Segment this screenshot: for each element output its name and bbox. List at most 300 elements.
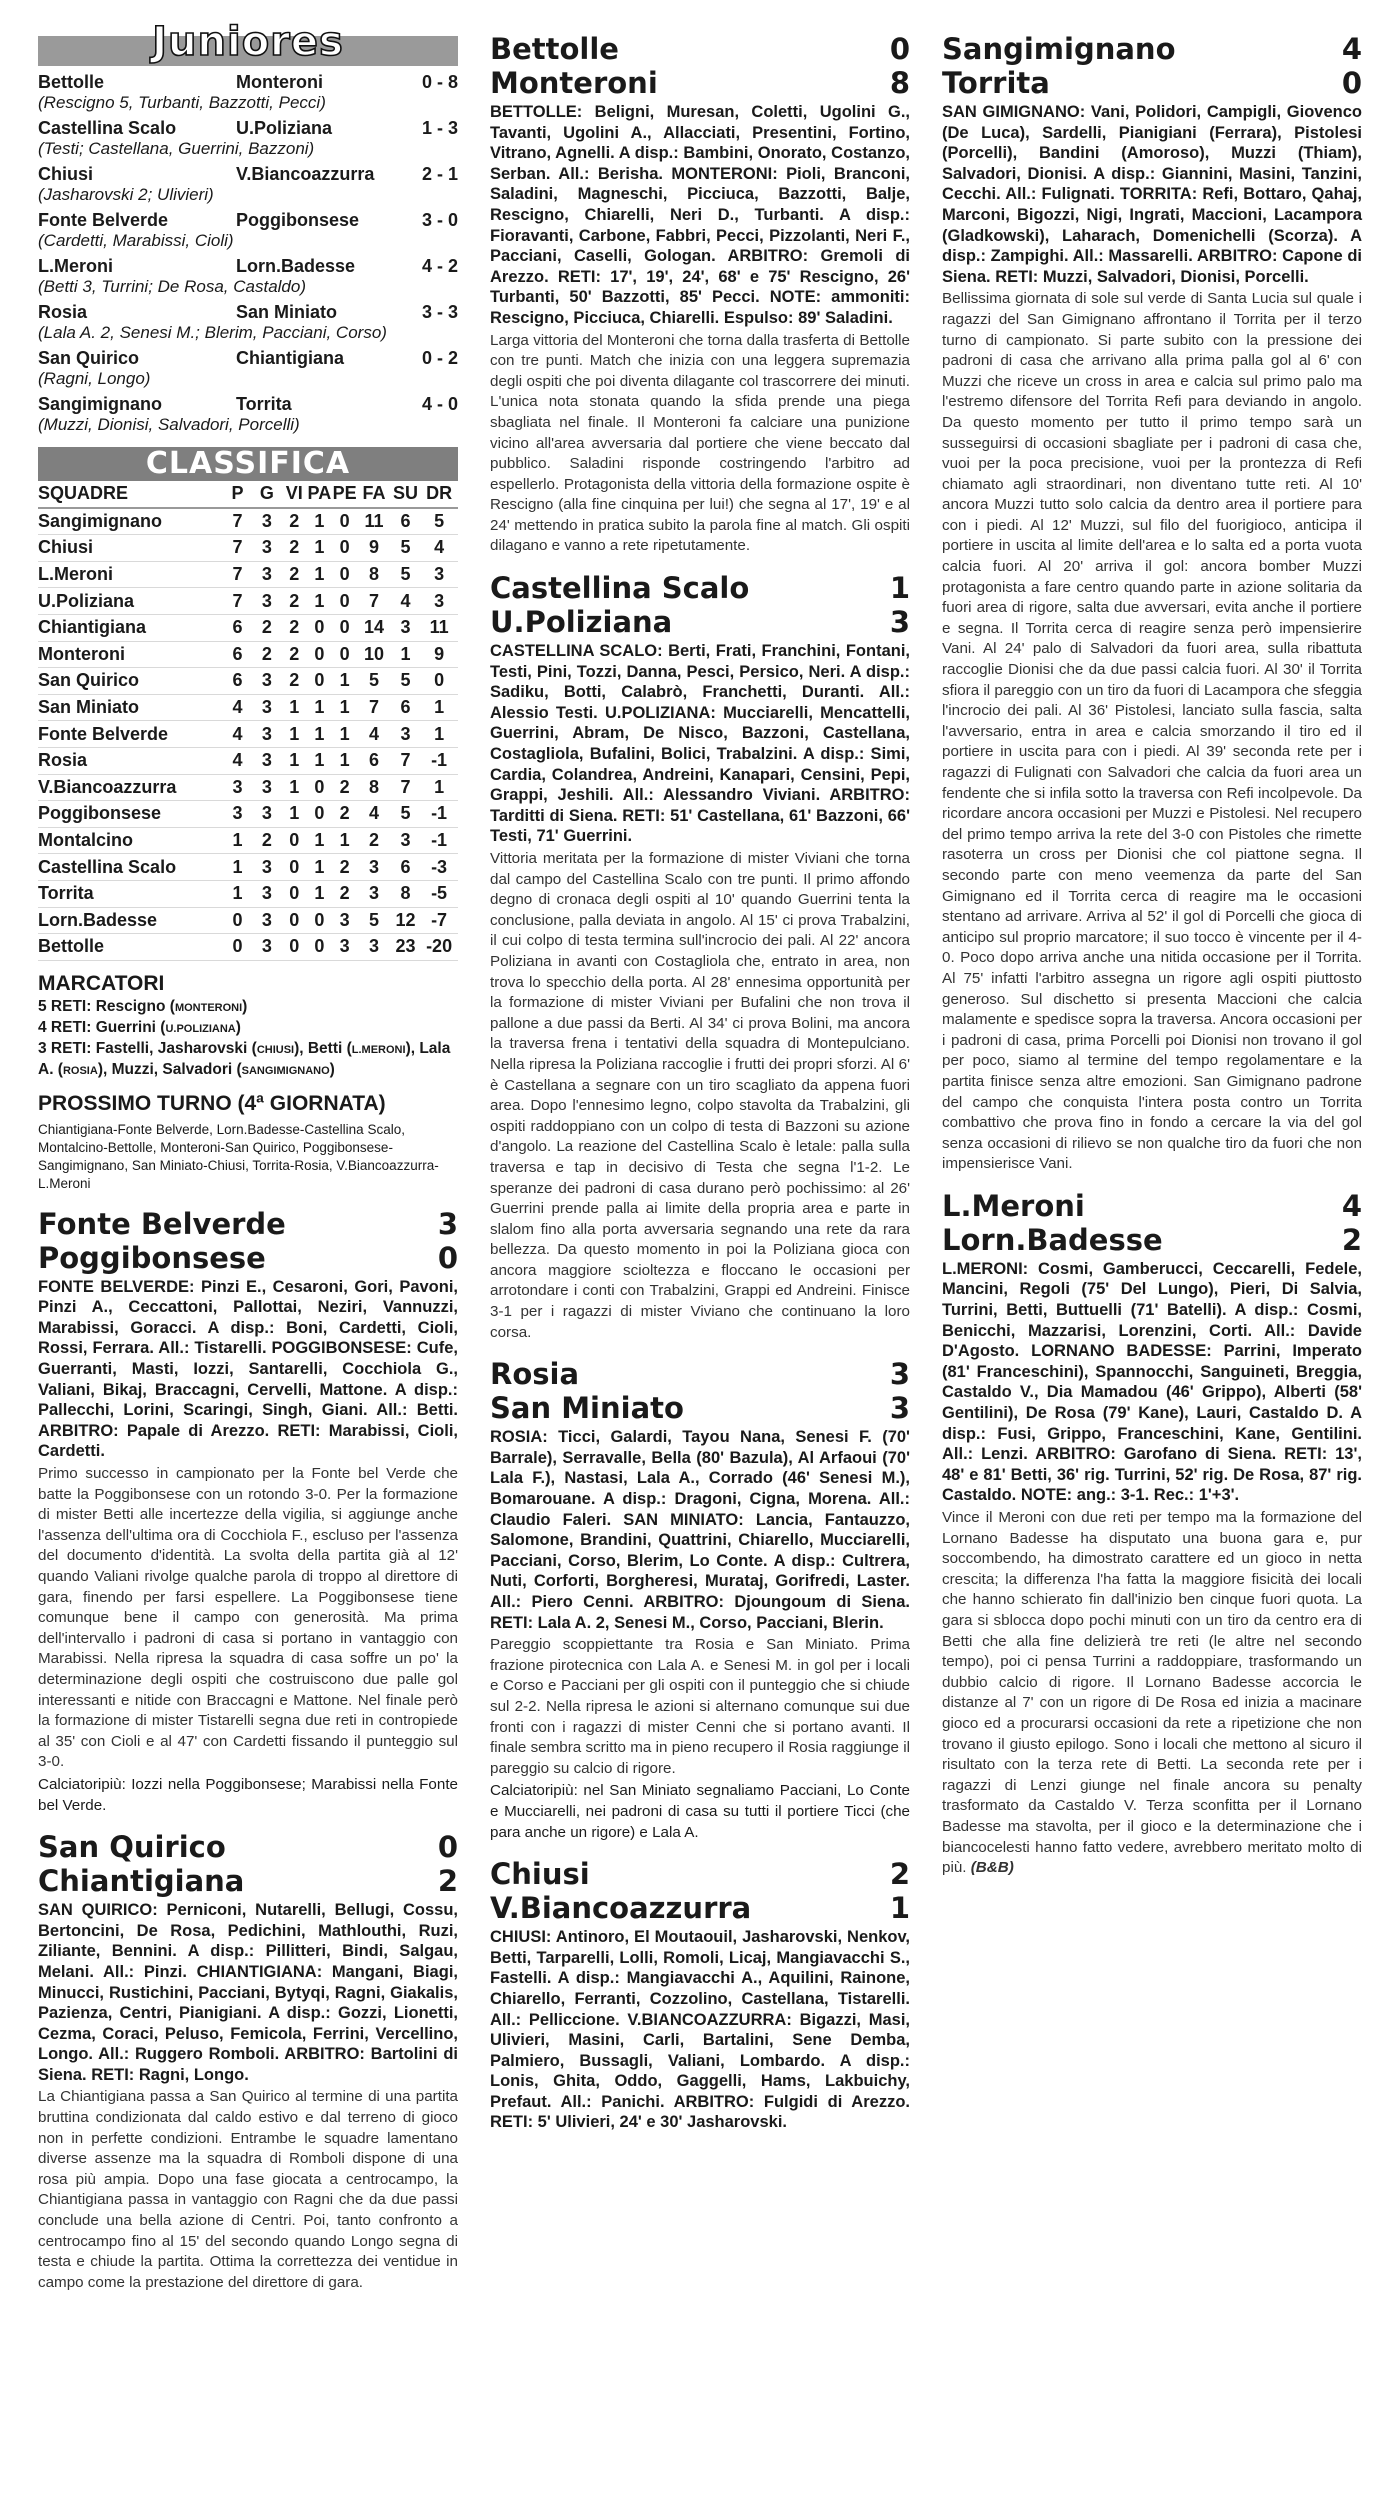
result-row	[38, 164, 458, 185]
stat-cell: 1	[307, 561, 332, 588]
away-team: Chiantigiana	[236, 348, 345, 368]
table-row	[38, 801, 458, 828]
team-name: Monteroni	[38, 641, 223, 668]
match-away-line	[490, 605, 910, 639]
stat-cell: 7	[391, 774, 420, 801]
stat-cell: 1	[332, 694, 357, 721]
home-score: 0	[889, 32, 910, 66]
stat-cell: 0	[307, 801, 332, 828]
classifica-title: CLASSIFICA	[38, 447, 458, 481]
header-cell: VI	[282, 481, 307, 508]
stat-cell: -5	[420, 880, 458, 907]
stat-cell: 1	[282, 721, 307, 748]
scorers-line: (Betti 3, Turrini; De Rosa, Castaldo)	[38, 277, 306, 296]
score: 3 - 0	[421, 210, 458, 230]
team-name: V.Biancoazzurra	[38, 774, 223, 801]
stat-cell: 2	[282, 561, 307, 588]
stat-cell: 3	[420, 561, 458, 588]
stat-cell: 3	[332, 934, 357, 961]
table-row	[38, 827, 458, 854]
stat-cell: 14	[357, 614, 391, 641]
table-row	[38, 668, 458, 695]
report-body: Primo successo in campionato per la Fonte bel Verde che batte la Poggibonsese con un rotondo 3-0. Per la formazione di mister Betti alle incertezze della vigilia, si aggiunge anche l'assenza dell'ultima ora di Cocchiola F., escluso per l'assenza del documento d'identità. La svolta della partita già al 12' quando Valiani rivolge qualche parola di troppo al direttore di gara, finendo per farsi espellere. La Poggibonsese tiene comunque bene il campo con generosità. Ma prima dell'intervallo i padroni di casa si portano in vantaggio con Marabissi. Nella ripresa la squadra di casa soffre un po' la determinazione degli ospiti che costruiscono due palle gol interessanti e nitide con Braccagni e Mattone. Nel finale però la formazione di mister Tistarelli segna due reti in contropiede al 35' con Cioli e al 47' con Cardetti fissando il punteggio sul 3-0.	[38, 1465, 458, 1771]
away-team: Poggibonsese	[236, 210, 360, 230]
stat-cell: 1	[332, 668, 357, 695]
scorers-line: (Rescigno 5, Turbanti, Bazzotti, Pecci)	[38, 93, 326, 112]
stat-cell: 4	[223, 721, 252, 748]
match-report	[38, 1830, 458, 2293]
home-score: 2	[889, 1857, 910, 1892]
stat-cell: 0	[307, 668, 332, 695]
team-name: Torrita	[38, 880, 223, 907]
match-away-line	[942, 66, 1362, 100]
result-row	[38, 394, 458, 415]
home-team: Rosia	[38, 302, 88, 322]
home-score: 0	[437, 1830, 458, 1865]
result-row	[38, 118, 458, 139]
stat-cell: 7	[357, 694, 391, 721]
team-name: Lorn.Badesse	[38, 907, 223, 934]
away-team: Chiantigiana	[38, 1864, 245, 1899]
stat-cell: 2	[332, 854, 357, 881]
stat-cell: 1	[223, 827, 252, 854]
score: 4 - 0	[421, 394, 458, 414]
match-report-text	[490, 1635, 910, 1779]
stat-cell: 1	[307, 694, 332, 721]
stat-cell: 8	[357, 561, 391, 588]
home-team: Sangimignano	[942, 32, 1176, 66]
match-away-line	[38, 1241, 458, 1275]
team-name: Chiusi	[38, 535, 223, 562]
away-score: 2	[1341, 1222, 1362, 1257]
match-report	[490, 1857, 910, 2133]
stat-cell: 3	[252, 535, 281, 562]
stat-cell: 0	[307, 641, 332, 668]
stat-cell: 8	[391, 880, 420, 907]
stat-cell: 9	[420, 641, 458, 668]
stat-cell: 0	[223, 907, 252, 934]
stat-cell: 2	[282, 641, 307, 668]
stat-cell: 2	[282, 588, 307, 615]
stat-cell: 5	[391, 801, 420, 828]
stat-cell: 1	[282, 747, 307, 774]
stat-cell: 5	[420, 508, 458, 535]
scorers-line: (Lala A. 2, Senesi M.; Blerim, Pacciani, Corso)	[38, 323, 387, 342]
match-report	[942, 32, 1362, 1175]
table-row	[38, 535, 458, 562]
stat-cell: 4	[357, 801, 391, 828]
lineups: SAN QUIRICO: Perniconi, Nutarelli, Bellugi, Cossu, Bertoncini, De Rosa, Pedichini, Mathlouthi, Ruzi, Ziliante, Bennini. A disp.: Pillitteri, Bindi, Salgau, Melani. All.: Pinzi. CHIANTIGIANA: Mangani, Biagi, Minucci, Rustichini, Pacciani, Bytyqi, Ragni, Giakalis, Pazienza, Centri, Pianigiani. A disp.: Gozzi, Lionetti, Cezma, Coraci, Peluso, Femicola, Ferrini, Vercellino, Longo. All.: Ruggero Romboli. ARBITRO: Bartolini di Siena. RETI: Ragni, Longo.	[38, 1901, 458, 2084]
match-home-line	[942, 32, 1362, 66]
match-home-line	[38, 1830, 458, 1864]
match-report	[490, 32, 910, 557]
score: 2 - 1	[421, 164, 458, 184]
byline: (B&B)	[970, 1859, 1014, 1877]
away-team: Poggibonsese	[38, 1240, 266, 1275]
stat-cell: 4	[420, 535, 458, 562]
stat-cell: -7	[420, 907, 458, 934]
home-team: Sangimignano	[38, 394, 163, 414]
results-list	[38, 72, 458, 435]
header-cell: G	[252, 481, 281, 508]
match-report	[38, 1207, 458, 1816]
stat-cell: 0	[332, 641, 357, 668]
header-cell: PA	[307, 481, 332, 508]
team-name: San Quirico	[38, 668, 223, 695]
stat-cell: 3	[252, 747, 281, 774]
away-score: 0	[437, 1240, 458, 1275]
team-name: San Miniato	[38, 694, 223, 721]
match-report-text	[942, 1508, 1362, 1879]
header-cell: DR	[420, 481, 458, 508]
stat-cell: 0	[307, 774, 332, 801]
stat-cell: 1	[332, 827, 357, 854]
home-score: 4	[1341, 1188, 1362, 1223]
result-row	[38, 348, 458, 369]
home-team: L.Meroni	[942, 1188, 1085, 1223]
scorer-text: 3 RETI: Fastelli, Jasharovski (	[38, 1039, 257, 1057]
lineups: BETTOLLE: Beligni, Muresan, Coletti, Ugolini G., Tavanti, Ugolini A., Allacciati, Presentini, Fortino, Vitrano, Agnelli. A disp.: Bambini, Onorato, Costanzo, Serban. All.: Berisha. MONTERONI: Pioli, Branconi, Saladini, Magneschi, Picciuca, Bazzotti, Balje, Rescigno, Chiarelli, Neri D., Turbanti. A disp.: Fioravanti, Carbone, Fabbri, Pecci, Pizzolanti, Neri F., Pacciani, Caselli, Gologan. ARBITRO: Gremoli di Arezzo. RETI: 17', 19', 24', 68' e 75' Rescigno, 26' Turbanti, 50' Bazzotti, 85' Pecci. NOTE: ammoniti: Rescigno, Picciuca, Chiarelli. Espulso: 89' Saladini.	[490, 103, 910, 327]
stat-cell: 6	[391, 854, 420, 881]
juniores-title: Juniores	[152, 19, 344, 65]
stat-cell: 0	[282, 934, 307, 961]
team-ref: U.POLIZIANA	[165, 1022, 236, 1035]
stat-cell: 6	[223, 668, 252, 695]
prossimo-turno-text: Chiantigiana-Fonte Belverde, Lorn.Badesse-Castellina Scalo, Montalcino-Bettolle, Monteroni-San Quirico, Poggibonsese-Sangimignano, San Miniato-Chiusi, Torrita-Rosia, V.Biancoazzurra-L.Meroni	[38, 1121, 439, 1191]
header-cell: PE	[332, 481, 357, 508]
away-team: Torrita	[236, 394, 292, 414]
match-reports-right	[942, 32, 1362, 1879]
scorer-text: )	[235, 1018, 241, 1036]
away-score: 3	[889, 605, 910, 640]
away-team: Torrita	[942, 66, 1050, 100]
home-team: Fonte Belverde	[38, 1206, 286, 1241]
stat-cell: 3	[252, 907, 281, 934]
stat-cell: 3	[252, 694, 281, 721]
stat-cell: 2	[282, 535, 307, 562]
stat-cell: 3	[391, 721, 420, 748]
stat-cell: 3	[357, 880, 391, 907]
stat-cell: 7	[223, 535, 252, 562]
stat-cell: 1	[332, 747, 357, 774]
column-right	[942, 18, 1362, 1879]
stat-cell: 23	[391, 934, 420, 961]
away-score: 3	[889, 1391, 910, 1426]
stat-cell: 2	[252, 641, 281, 668]
marcatori-title: MARCATORI	[38, 971, 165, 995]
table-row	[38, 934, 458, 961]
stat-cell: 3	[252, 854, 281, 881]
match-home-line	[38, 1207, 458, 1241]
scorer-text: 5 RETI: Rescigno (	[38, 997, 175, 1015]
stat-cell: 1	[307, 880, 332, 907]
match-report	[490, 571, 910, 1343]
team-name: Chiantigiana	[38, 614, 223, 641]
stat-cell: 3	[357, 854, 391, 881]
scorers-line: (Ragni, Longo)	[38, 369, 151, 388]
result-row	[38, 72, 458, 93]
marcatori-list	[38, 997, 458, 1081]
team-ref: ROSIA	[62, 1064, 98, 1077]
team-name: Castellina Scalo	[38, 854, 223, 881]
away-team: San Miniato	[236, 302, 338, 322]
scorer-text: 4 RETI: Guerrini (	[38, 1018, 166, 1036]
prossimo-turno-title: PROSSIMO TURNO (4ª GIORNATA)	[38, 1091, 386, 1115]
lineups: CHIUSI: Antinoro, El Moutaouil, Jasharovski, Nenkov, Betti, Tarparelli, Lolli, Romoli, Licaj, Mangiavacchi S., Fastelli. A disp.: Mangiavacchi A., Aquilini, Rainone, Chiarello, Ferranti, Cozzolino, Castellana, Tistarelli. All.: Pelliccione. V.BIANCOAZZURRA: Bigazzi, Masi, Ulivieri, Masini, Carli, Bartalini, Sene Demba, Palmiero, Bussagli, Valiani, Lombardo. A disp.: Lonis, Ghita, Oddo, Gaggelli, Hams, Lakbuichy, Prefaut. All.: Panichi. ARBITRO: Fulgidi di Arezzo. RETI: 5' Ulivieri, 24' e 30' Jasharovski.	[490, 1928, 910, 2132]
stat-cell: 5	[391, 668, 420, 695]
header-cell: SQUADRE	[38, 481, 223, 508]
away-score: 2	[437, 1864, 458, 1899]
away-team: U.Poliziana	[236, 118, 333, 138]
team-name: Montalcino	[38, 827, 223, 854]
home-team: Castellina Scalo	[38, 118, 177, 138]
stat-cell: 3	[252, 588, 281, 615]
home-team: Castellina Scalo	[490, 571, 750, 606]
stat-cell: 0	[420, 668, 458, 695]
stat-cell: 1	[391, 641, 420, 668]
match-home-line	[490, 32, 910, 66]
table-row	[38, 641, 458, 668]
stat-cell: 6	[391, 694, 420, 721]
away-team: Monteroni	[490, 66, 658, 100]
stat-cell: 2	[332, 774, 357, 801]
team-ref: CHIUSI	[256, 1043, 295, 1056]
away-score: 1	[889, 1891, 910, 1926]
match-notes: Calciatoripiù: Iozzi nella Poggibonsese; Marabissi nella Fonte bel Verde.	[38, 1775, 458, 1814]
stat-cell: 3	[252, 721, 281, 748]
result-row	[38, 302, 458, 323]
match-away-line	[490, 1391, 910, 1425]
stat-cell: 0	[307, 934, 332, 961]
stat-cell: 0	[332, 561, 357, 588]
stat-cell: 7	[223, 508, 252, 535]
stat-cell: 3	[391, 614, 420, 641]
stat-cell: 4	[223, 694, 252, 721]
standings-header-row	[38, 481, 458, 508]
score: 0 - 2	[421, 348, 458, 368]
stat-cell: 1	[282, 801, 307, 828]
team-ref: MONTERONI	[174, 1001, 243, 1014]
score: 0 - 8	[421, 72, 458, 92]
home-score: 4	[1341, 32, 1362, 66]
stat-cell: -20	[420, 934, 458, 961]
stat-cell: 3	[223, 801, 252, 828]
result-row	[38, 210, 458, 231]
stat-cell: 7	[223, 588, 252, 615]
column-left	[38, 18, 458, 2293]
table-row	[38, 747, 458, 774]
report-body: Pareggio scoppiettante tra Rosia e San Miniato. Prima frazione pirotecnica con Lala A. e Senesi M. in gol per i locali e Corso e Pacciani per gli ospiti con il punteggio che si chiude sul 2-2. Nella ripresa le azioni si alternano comunque sui due fronti con i ragazzi di mister Cenni che si portano avanti. Il finale sembra scritto ma in pieno recupero il Rosia raggiunge il pareggio su calcio di rigore.	[490, 1636, 910, 1777]
stat-cell: 0	[332, 535, 357, 562]
stat-cell: 3	[252, 774, 281, 801]
stat-cell: 2	[252, 614, 281, 641]
stat-cell: 1	[307, 854, 332, 881]
home-team: Fonte Belverde	[38, 210, 169, 230]
away-team: Lorn.Badesse	[236, 256, 356, 276]
stat-cell: 1	[420, 721, 458, 748]
score: 1 - 3	[421, 118, 458, 138]
stat-cell: 0	[282, 827, 307, 854]
stat-cell: 1	[307, 721, 332, 748]
scorer-text: ), Betti (	[294, 1039, 352, 1057]
stat-cell: 8	[357, 774, 391, 801]
match-reports-middle	[490, 32, 910, 2133]
stat-cell: 5	[391, 561, 420, 588]
stat-cell: 11	[420, 614, 458, 641]
table-row	[38, 694, 458, 721]
stat-cell: 2	[252, 827, 281, 854]
scorers-line: (Jasharovski 2; Ulivieri)	[38, 185, 214, 204]
stat-cell: 6	[391, 508, 420, 535]
stat-cell: 3	[391, 827, 420, 854]
home-score: 3	[889, 1357, 910, 1392]
stat-cell: 6	[223, 641, 252, 668]
stat-cell: 0	[307, 614, 332, 641]
stat-cell: 10	[357, 641, 391, 668]
stat-cell: 2	[282, 614, 307, 641]
match-report-text	[38, 1464, 458, 1773]
table-row	[38, 561, 458, 588]
report-body: Vittoria meritata per la formazione di mister Viviani che torna dal campo del Castellina Scalo con tre punti. Il primo affondo degno di cronaca degli ospiti al 10' quando Guerrini tenta la conclusione, palla deviata in angolo. Al 15' ci prova Trabalzini, il cui colpo di testa termina sull'incrocio dei pali. Al 22' ancora Poliziana in avanti con Costagliola che, entrato in area, non trova lo specchio della porta. Al 28' ennesima opportunità per la formazione di mister Viviani per Bufalini che non trova il pallone a due passi da Berti. Al 34' ci prova Bolini, ma ancora la traversa frena i tentativi della squadra di Montepulciano. Nella ripresa la Poliziana raccoglie i frutti dei propri sforzi. Al 6' è Castellana a segnare con un tiro scagliato da appena fuori area. Dopo l'ennesimo legno, colpo stavolta da Trabalzini, gli ospiti raddoppiano con un colpo di testa di Bazzoni su azione d'angolo. La reazione del Castellina Scalo è letale: palla sulla traversa e tap in decisivo di Testa che segna l'1-2. Le speranze dei padroni di casa durano però pochissimo: al 26' Guerrini prende palla ai limite della propria area e parte in slalom fino alla porta avversaria segnando una rete da rara bellezza. Da questo momento in poi la Poliziana gioca con ancora maggiore scioltezza e floccano le occasioni per arrotondare i conti con Trabalzini, Grappi ed Andreini. Finisce 3-1 per i ragazzi di mister Viviano che continuano la loro corsa.	[490, 850, 910, 1341]
standings-table	[38, 481, 458, 961]
match-notes: Calciatoripiù: nel San Miniato segnaliamo Pacciani, Lo Conte e Mucciarelli, nei padroni di casa su tutti il portiere Ticci (che para anche un rigore) e Lala A.	[490, 1782, 910, 1841]
table-row	[38, 721, 458, 748]
stat-cell: 11	[357, 508, 391, 535]
stat-cell: 3	[252, 508, 281, 535]
stat-cell: 4	[391, 588, 420, 615]
team-name: Fonte Belverde	[38, 721, 223, 748]
home-team: San Quirico	[38, 1830, 226, 1865]
home-team: Chiusi	[38, 164, 94, 184]
team-name: Sangimignano	[38, 508, 223, 535]
stat-cell: 1	[223, 854, 252, 881]
stat-cell: 3	[420, 588, 458, 615]
report-body: Bellissima giornata di sole sul verde di Santa Lucia sul quale i ragazzi del San Gimignano affrontano il Torrita per il terzo turno di campionato. Si parte subito con la pressione dei padroni di casa che arrivano alla prima palla gol al 6' con Muzzi che riceve un cross in area e calcia sul primo palo ma l'estremo difensore del Torrita Refi para deviando in angolo. Da questo momento per tutto il primo tempo sarà un susseguirsi di occasioni sbagliate per i padroni di casa che, vuoi per la poca precisione, vuoi per la prontezza di Refi chiamato agli straordinari, non diventano tutte reti. Al 10' ancora Muzzi tutto solo calcia da dentro area il portiere para con i piedi. Al 12' Muzzi, sul filo del fuorigioco, anticipa il portiere in uscita al limite dell'area e lo salta ed a porta vuota calcia fuori. Al 20' arriva il gol: ancora bomber Muzzi protagonista a fare centro quando parte in azione solitaria da fuori area di rigore, salta due avversari, evita anche il portiere e segna. Il Torrita cerca di reagire senza però impensierire Vani. Al 24' palo di Salvadori da fuori area, sulla ribattuta raccoglie Dionisi che da due passi calcia fuori. Al 30' il Torrita sfiora il pareggio con un tiro da fuori di Lacampora che sfeggia l'incrocio dei pali. Al 36' Pistolesi, lanciato sulla fascia, salta l'avversario, entra in area e calcia smorzando il tiro ed il portiere in uscita para con i piedi. Al 39' seconda rete per i ragazzi di Fulignati con Salvadori che calcia da fuori area un fendente che si infila sotto la traversa con Refi incolpevole. Da ricordare ancora occasioni per Muzzi e Pistolesi. Nel recupero del primo tempo arriva la rete del 3-0 con Pistoles che rimette rasoterra un cross per Dionisi che col piattone segna. Il secondo parte con meno veemenza da parte del San Gimignano ed il Torrita cerca di reagire ma le occasioni stentano ad arrivare. Arriva al 52' il gol di Porcelli che gioca di anticipo sul proprio marcatore; il suo tocco è vincente per il 4-0. Poco dopo arriva anche una nitida occasione per il Torrita. Al 75' infatti l'arbitro assegna un rigore agli ospiti piuttosto generoso. Sul dischetto si presenta Maccioni che calcia malamente e spedisce sopra la traversa. Ancora occasioni per i padroni di casa, prima Porcelli poi Dionisi non trovano il gol per poco, siamo al termine del tempo regolamentare e la partita finisce senza altre emozioni. San Gimignano padrone del campo che conquista l'intera posta contro un Torrita combattivo che prova fino in fondo a cercare la via del gol senza occasioni di rilievo se non qualche tiro da fuori che non impensierisce Vani.	[942, 290, 1362, 1173]
stat-cell: -1	[420, 827, 458, 854]
scorer-text: ), Muzzi, Salvadori (	[97, 1060, 242, 1078]
away-team: Lorn.Badesse	[942, 1222, 1163, 1257]
away-score: 8	[889, 66, 910, 100]
stat-cell: 4	[223, 747, 252, 774]
away-team: San Miniato	[490, 1391, 684, 1426]
stat-cell: 2	[332, 801, 357, 828]
team-name: Bettolle	[38, 934, 223, 961]
away-score: 0	[1341, 66, 1362, 100]
match-home-line	[490, 1357, 910, 1391]
juniores-header	[38, 18, 458, 66]
match-report-text	[490, 331, 910, 558]
table-row	[38, 774, 458, 801]
stat-cell: 3	[357, 934, 391, 961]
lineups: L.MERONI: Cosmi, Gamberucci, Ceccarelli, Fedele, Mancini, Regoli (75' Del Lungo), Pieri, Di Salvia, Turrini, Betti, Buttuelli (71' Batelli). A disp.: Cosmi, Benicchi, Mazzarisi, Lorenzini, Corti. All.: Davide D'Agosto. LORNANO BADESSE: Parrini, Imperato (81' Franceschini), Spannocchi, Sanguineti, Breggia, Castaldo V., Dia Mamadou (46' Grippo), Alberti (58' Gentilini), De Rosa (79' Kane), Lauri, Castaldo D. A disp.: Fusi, Grippo, Franceschini, Kane, Gentilini. All.: Lenzi. ARBITRO: Garofano di Siena. RETI: 13', 48' e 81' Betti, 36' rig. Turrini, 52' rig. De Rosa, 87' rig. Castaldo. NOTE: ang.: 3-1. Rec.: 1'+3'.	[942, 1259, 1362, 1505]
stat-cell: 0	[282, 854, 307, 881]
scorers-line: (Muzzi, Dionisi, Salvadori, Porcelli)	[38, 415, 300, 434]
stat-cell: 1	[282, 694, 307, 721]
match-away-line	[490, 1891, 910, 1925]
match-away-line	[38, 1864, 458, 1898]
stat-cell: 0	[307, 907, 332, 934]
stat-cell: 6	[223, 614, 252, 641]
stat-cell: 1	[282, 774, 307, 801]
score: 4 - 2	[421, 256, 458, 276]
team-ref: L.MERONI	[351, 1043, 406, 1056]
team-name: L.Meroni	[38, 561, 223, 588]
table-row	[38, 588, 458, 615]
stat-cell: 1	[307, 827, 332, 854]
header-cell: FA	[357, 481, 391, 508]
table-row	[38, 854, 458, 881]
table-row	[38, 907, 458, 934]
away-team: Monteroni	[236, 72, 323, 92]
stat-cell: 1	[307, 535, 332, 562]
match-home-line	[490, 1857, 910, 1891]
stat-cell: 0	[282, 907, 307, 934]
lineups: ROSIA: Ticci, Galardi, Tayou Nana, Senesi F. (70' Barrale), Serravalle, Bella (80' Bazula), Al Arfaoui (70' Lala F.), Nastasi, Lala A., Corrado (46' Senesi M.), Bomarouane. A disp.: Dragoni, Cigna, Morena. All.: Claudio Faleri. SAN MINIATO: Lancia, Fantauzzo, Salomone, Brandini, Quattrini, Chiarello, Mucciarelli, Pacciani, Corso, Blerim, Lo Conte. A disp.: Cultrera, Nuti, Corforti, Borgheresi, Murataj, Gorifredi, Laster. All.: Piero Cenni. ARBITRO: Djoungoum di Siena. RETI: Lala A. 2, Senesi M., Corso, Pacciani, Blerin.	[490, 1428, 910, 1632]
stat-cell: 1	[420, 774, 458, 801]
stat-cell: 5	[357, 907, 391, 934]
scorer-text: )	[329, 1060, 335, 1078]
report-body: La Chiantigiana passa a San Quirico al termine di una partita bruttina condizionata dal caldo estivo e dal terreno di gioco non in perfette condizioni. Entrambe le squadre lamentano diverse assenze ma la squadra di Romboli dispone di una rosa più ampia. Dopo una fase giocata a centrocampo, la Chiantigiana passa in vantaggio con Ragni che da due passi conclude una bella azione di Centri. Poi, tanto confronto a centrocampo fino al 15' del secondo quando Longo segna di testa e chiude la partita. Ottima la correttezza dei ventidue in campo come la prestazione del direttore di gara.	[38, 2088, 458, 2291]
stat-cell: -1	[420, 801, 458, 828]
stat-cell: 3	[332, 907, 357, 934]
stat-cell: 0	[223, 934, 252, 961]
stat-cell: 1	[332, 721, 357, 748]
stat-cell: -1	[420, 747, 458, 774]
stat-cell: 3	[223, 774, 252, 801]
home-team: Bettolle	[38, 72, 105, 92]
team-name: Rosia	[38, 747, 223, 774]
stat-cell: 5	[357, 668, 391, 695]
team-ref: SANGIMIGNANO	[241, 1064, 330, 1077]
scorer-text: ), Lala A. (	[38, 1039, 451, 1078]
report-body: Vince il Meroni con due reti per tempo ma la formazione del Lornano Badesse ha disputato una buona gara e, pur soccombendo, ha dimostrato carattere ed un gioco in netta crescita; la differenza l'ha fatta la maggiore fisicità dei locali che hanno schierato fin dall'inizio ben cinque fuori quota. La gara si sblocca dopo pochi minuti con un tiro da centro era di Betti che alla fine delizierà tre reti (le altre nel secondo tempo), poi ci pensa Turrini a raddoppiare, trasformando un dubbio calcio di rigore. Il Lornano Badesse accorcia le distanze al 7' con un rigore di De Rosa ed inizia a macinare gioco ed a procurarsi occasioni da rete a ripetizione che non trovano il giusto epilogo. Sono i locali che mettono al sicuro il risultato con la terza rete di Betti. La seconda rete per i ragazzi di Lenzi giunge nel finale ancora su penalty trasformato da Castaldo V. Terza sconfitta per il Lornano Badesse ma stavolta, per il gioco e la determinazione che i biancocelesti hanno fatto vedere, avrebbero meritato molto di più.	[942, 1509, 1362, 1877]
report-body: Larga vittoria del Monteroni che torna dalla trasferta di Bettolle con tre punti. Match che inizia con una leggera supremazia degli ospiti che poi diventa dilagante col trascorrere dei minuti. L'unica nota stonata quando la sfida prende una piega sbagliata nel finale. Il Monteroni fa calciare una punizione vicino all'area avversaria dal portiere che viene beccato dal pubblico. Saladini risponde costringendo l'arbitro ad espellerlo. Protagonista della vittoria della formazione ospite è Rescigno (alla fine cinquina per lui!) che segna al 17', 19' e al 24' mettendo in pratica subito la parola fine al match. Gli ospiti dilagano e vanno a rete ripetutamente.	[490, 331, 910, 555]
scorer-line	[38, 1039, 458, 1081]
home-team: Chiusi	[490, 1857, 590, 1892]
stat-cell: 12	[391, 907, 420, 934]
match-home-line	[490, 571, 910, 605]
match-report	[490, 1357, 910, 1843]
home-team: Rosia	[490, 1357, 580, 1392]
lineups: SAN GIMIGNANO: Vani, Polidori, Campigli, Giovenco (De Luca), Sardelli, Pianigiani (Ferrara), Pistolesi (Porcelli), Bandini (Amoroso), Muzzi (Thiam), Salvadori, Dionisi. A disp.: Giannini, Masini, Tanzini, Cecchi. All.: Fulignati. TORRITA: Refi, Bottaro, Qahaj, Marconi, Bigozzi, Nigi, Ingrati, Maccioni, Lacampora (Gladkowski), Laharach, Domenichelli (Scorza). A disp.: Zampighi. All.: Massarelli. ARBITRO: Capone di Siena. RETI: Muzzi, Salvadori, Dionisi, Porcelli.	[942, 103, 1362, 286]
match-away-line	[490, 66, 910, 100]
match-report-text	[38, 2087, 458, 2293]
column-middle	[490, 18, 910, 2133]
stat-cell: 7	[391, 747, 420, 774]
stat-cell: 5	[391, 535, 420, 562]
stat-cell: 0	[332, 614, 357, 641]
table-row	[38, 508, 458, 535]
stat-cell: 3	[252, 934, 281, 961]
header-cell: SU	[391, 481, 420, 508]
table-row	[38, 880, 458, 907]
stat-cell: 7	[357, 588, 391, 615]
stat-cell: 2	[332, 880, 357, 907]
stat-cell: 1	[420, 694, 458, 721]
scorer-line	[38, 1018, 458, 1039]
lineups: CASTELLINA SCALO: Berti, Frati, Franchini, Fontani, Testi, Pini, Tozzi, Danna, Pesci, Persico, Neri. A disp.: Sadiku, Botti, Calabrò, Franchetti, Duranti. All.: Alessio Testi. U.POLIZIANA: Mucciarelli, Mencattelli, Guerrini, Abram, De Nisco, Bazzoni, Castellana, Costagliola, Bufalini, Bolici, Trabalzini. A disp.: Simi, Cardia, Colandrea, Andreini, Kanapari, Censini, Pepi, Grappi, Jeshili. All.: Alessandro Viviani. ARBITRO: Tarditti di Siena. RETI: 51' Castellana, 61' Bazzoni, 66' Testi, 71' Guerrini.	[490, 642, 910, 846]
stat-cell: 3	[252, 880, 281, 907]
away-team: U.Poliziana	[490, 605, 673, 640]
result-row	[38, 256, 458, 277]
stat-cell: 2	[282, 508, 307, 535]
stat-cell: 0	[282, 880, 307, 907]
scorers-line: (Testi; Castellana, Guerrini, Bazzoni)	[38, 139, 315, 158]
scorer-line	[38, 997, 458, 1018]
stat-cell: 2	[357, 827, 391, 854]
stat-cell: 3	[252, 561, 281, 588]
stat-cell: -3	[420, 854, 458, 881]
